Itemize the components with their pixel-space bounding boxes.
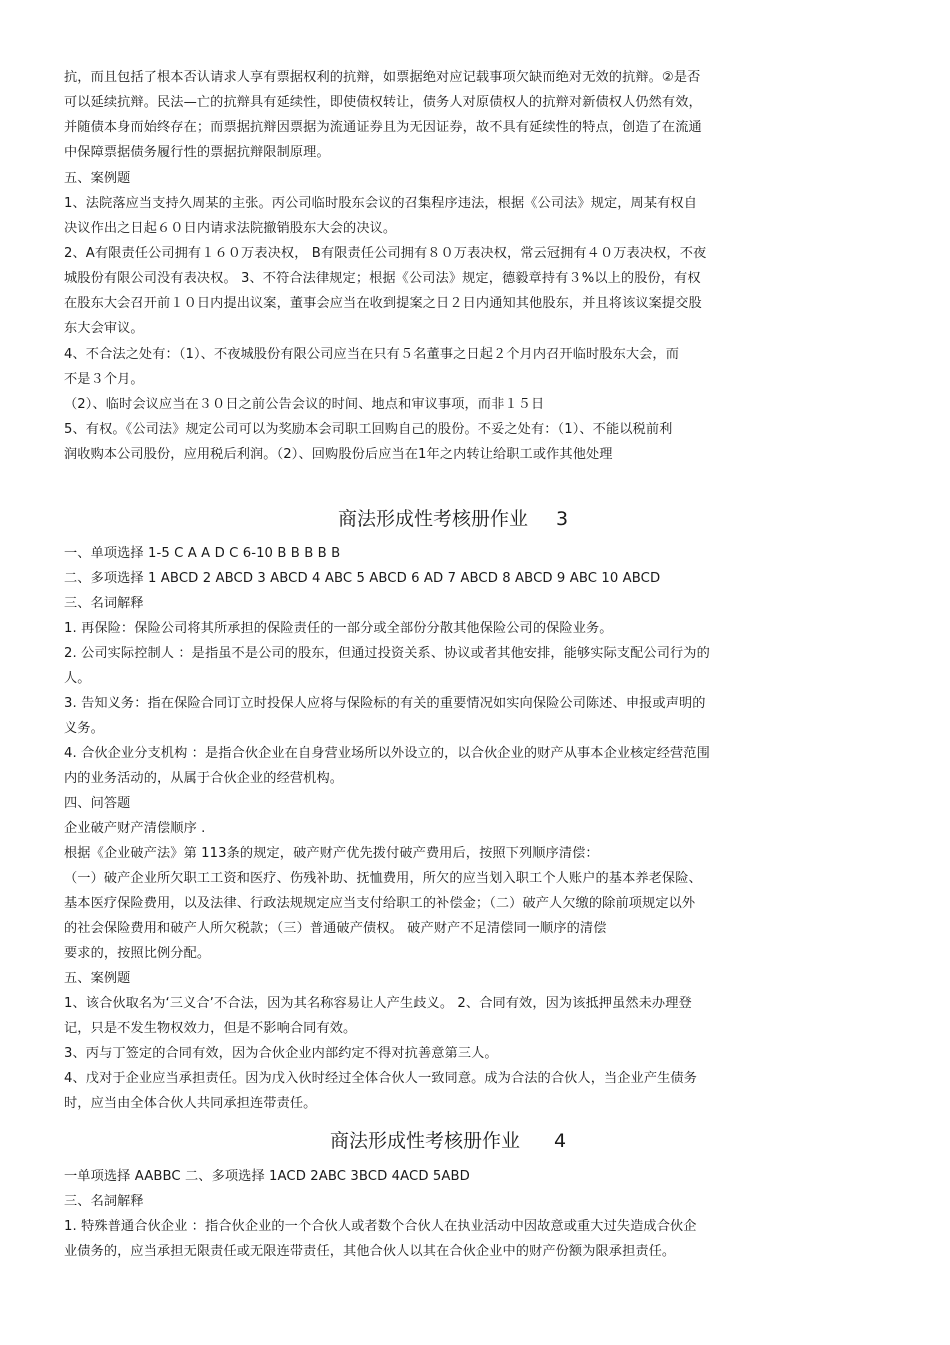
text-line: 要求的，按照比例分配。 — [64, 946, 211, 961]
text-line: 3、丙与丁签定的合同有效，因为合伙企业内部约定不得对抗善意第三人。 — [64, 1046, 498, 1061]
section-title — [330, 1128, 566, 1154]
text-line: 1. 特殊普通合伙企业 ：指合伙企业的一个合伙人或者数个合伙人在执业活动中因故意或重大过失造成合伙企 — [64, 1219, 697, 1234]
section-title-number: 3 — [556, 508, 569, 530]
text-line: 记，只是不发生物权效力，但是不影响合同有效。 — [64, 1021, 357, 1036]
section-heading: 三、名词解释 — [64, 596, 144, 611]
text-line: 4. 合伙企业分支机构 ：是指合伙企业在自身营业场所以外设立的，以合伙企业的财产从事本企业核定经营范围 — [64, 746, 710, 761]
text-line: 城股份有限公司没有表决权。 3、不符合法律规定；根据《公司法》规定，德毅章持有３%以上的股份，有权 — [64, 271, 701, 286]
text-line: 1. 再保险：保险公司将其所承担的保险责任的一部分或全部份分散其他保险公司的保险业务。 — [64, 621, 613, 636]
section-heading: 三、名詞解释 — [64, 1194, 144, 1209]
text-line: （2）、临时会议应当在３０日之前公告会议的时间、地点和审议事项，而非１５日 — [64, 397, 545, 412]
text-line: 人。 — [64, 671, 91, 686]
section-heading: 五、案例题 — [64, 171, 131, 186]
text-line: 润收购本公司股份，应用税后利润。（2）、回购股份后应当在1年之内转让给职工或作其他处理 — [64, 447, 613, 462]
text-line: 决议作出之日起６０日内请求法院撤销股东大会的决议。 — [64, 221, 397, 236]
text-line: 根据《企业破产法》第 113条的规定，破产财产优先拨付破产费用后，按照下列顺序清偿： — [64, 846, 599, 861]
text-line: 时，应当由全体合伙人共同承担连带责任。 — [64, 1096, 317, 1111]
text-line: 义务。 — [64, 721, 104, 736]
text-line: 4、不合法之处有：（1）、不夜城股份有限公司应当在只有５名董事之日起２个月内召开临时股东大会，而 — [64, 347, 680, 362]
text-line: 的社会保险费用和破产人所欠税款；（三）普通破产债权。 破产财产不足清偿同一顺序的清偿 — [64, 921, 607, 936]
text-line: 企业破产财产清偿顺序 . — [64, 821, 206, 836]
section-title-text: 商法形成性考核册作业 — [338, 508, 529, 530]
text-line: （一）破产企业所欠职工工资和医疗、伤残补助、抚恤费用，所欠的应当划入职工个人账户的基本养老保险、 — [64, 871, 702, 886]
section-heading: 四、问答题 — [64, 796, 131, 811]
text-line: 不是３个月。 — [64, 372, 144, 387]
text-line: 在股东大会召开前１０日内提出议案，董事会应当在收到提案之日２日内通知其他股东，并且将该议案提交股 — [64, 296, 702, 311]
section-title-text: 商法形成性考核册作业 — [330, 1130, 521, 1152]
text-line: 5、有权。《公司法》规定公司可以为奖励本会司职工回购自己的股份。不妥之处有：（1）、不能以税前利 — [64, 422, 673, 437]
text-line: 东大会审议。 — [64, 321, 144, 336]
text-line: 4、戊对于企业应当承担责任。因为戊入伙时经过全体合伙人一致同意。成为合法的合伙人，当企业产生债务 — [64, 1071, 697, 1086]
text-line: 可以延续抗辩。民法—亡的抗辩具有延续性，即使债权转让，债务人对原债权人的抗辩对新债权人仍然有效， — [64, 95, 702, 110]
answer-line: 二、多项选择 1 ABCD 2 ABCD 3 ABCD 4 ABC 5 ABCD 6 AD 7 ABCD 8 ABCD 9 ABC 10 ABCD — [64, 571, 661, 586]
answer-line: 一、单项选择 1-5 C A A D C 6-10 B B B B B — [64, 546, 341, 561]
text-line: 2、A有限责任公司拥有１６０万表决权， B有限责任公司拥有８０万表决权，常云冠拥有４０万表决权，不夜 — [64, 246, 707, 261]
text-line: 1、法院落应当支持久周某的主张。丙公司临时股东会议的召集程序违法，根据《公司法》规定，周某有权自 — [64, 196, 697, 211]
text-line: 并随债本身而始终存在；而票据抗辩因票据为流通证券且为无因证券，故不具有延续性的特点，创造了在流通 — [64, 120, 702, 135]
text-line: 业债务的，应当承担无限责任或无限连带责任，其他合伙人以其在合伙企业中的财产份额为限承担责任。 — [64, 1244, 676, 1259]
section-title-number: 4 — [554, 1130, 567, 1152]
text-line: 基本医疗保险费用，以及法律、行政法规规定应当支付给职工的补偿金；（二）破产人欠缴的除前项规定以外 — [64, 896, 696, 911]
text-line: 3. 告知义务：指在保险合同订立时投保人应将与保险标的有关的重要情况如实向保险公司陈述、申报或声明的 — [64, 696, 706, 711]
text-line: 内的业务活动的，从属于合伙企业的经营机构。 — [64, 771, 344, 786]
text-line: 1、该合伙取名为‘三义合’不合法，因为其名称容易让人产生歧义。 2、合同有效，因为该抵押虽然未办理登 — [64, 996, 692, 1011]
text-line: 抗，而且包括了根本否认请求人享有票据权利的抗辩，如票据绝对应记载事项欠缺而绝对无效的抗辩。②是否 — [64, 70, 701, 85]
text-line: 2. 公司实际控制人 ：是指虽不是公司的股东，但通过投资关系、协议或者其他安排，能够实际支配公司行为的 — [64, 646, 710, 661]
text-line: 中保障票据债务履行性的票据抗辩限制原理。 — [64, 145, 330, 160]
section-title — [338, 506, 568, 532]
section-heading: 五、案例题 — [64, 971, 131, 986]
answer-line: 一单项选择 AABBC 二、多项选择 1ACD 2ABC 3BCD 4ACD 5ABD — [64, 1169, 470, 1184]
